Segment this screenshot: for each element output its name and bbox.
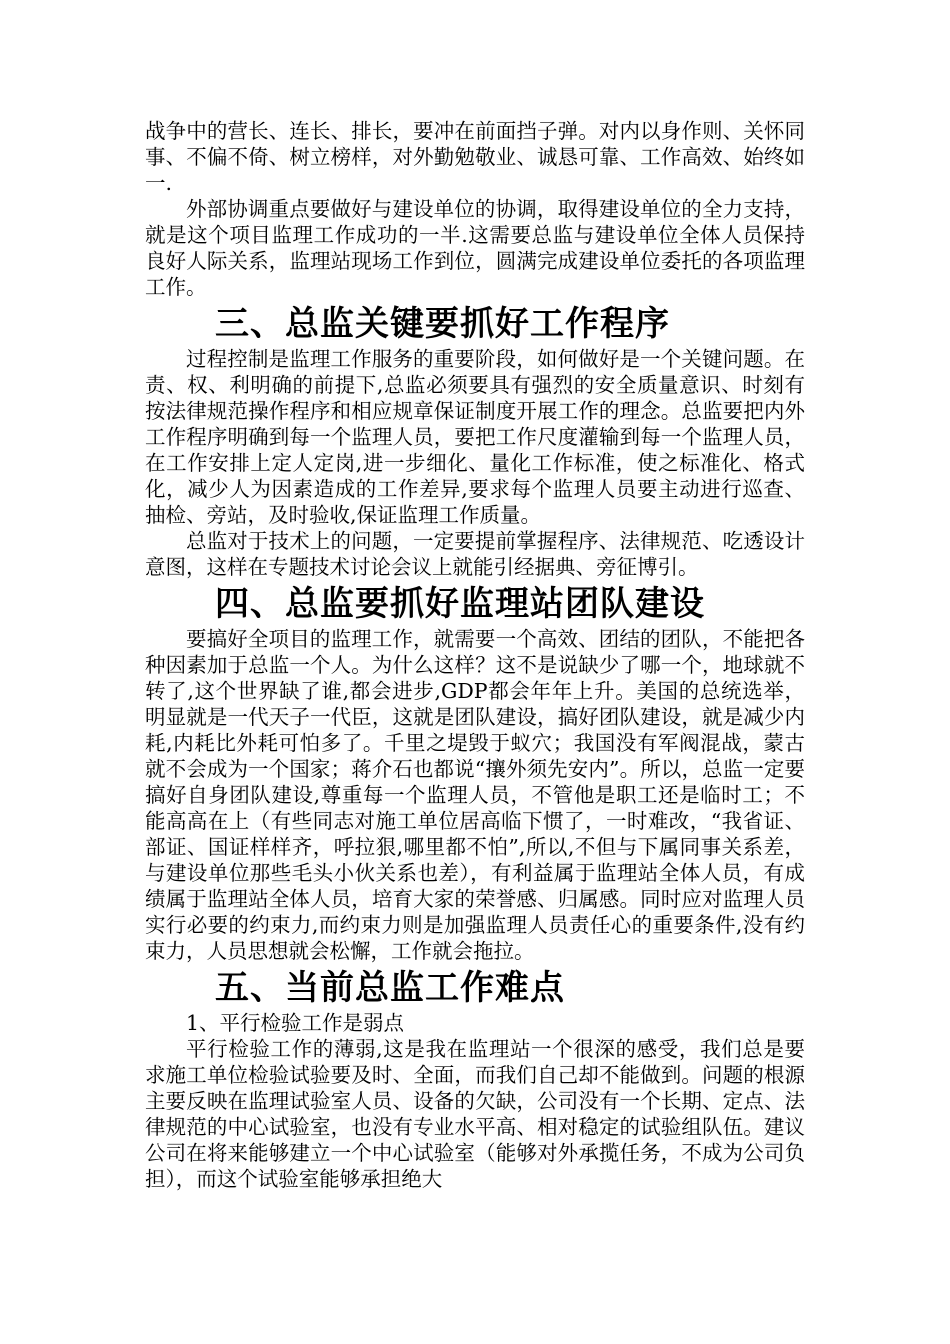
document-page: [145, 118, 805, 1192]
section-heading-4: 四、总监要抓好监理站团队建设: [215, 584, 705, 624]
section-heading-5: 五、当前总监工作难点: [215, 968, 565, 1008]
paragraph-parallel-inspection: 平行检验工作的薄弱,这是我在监理站一个很深的感受，我们总是要求施工单位检验试验要及时、全面，而我们自己却不能做到。问题的根源主要反映在监理试验室人员、设备的欠缺，公司没有一个长期、定点、法律规范的中心试验室，也没有专业水平高、相对稳定的试验组队伍。建议公司在将来能够建立一个中心试验室（能够对外承揽任务，不成为公司负担），而这个试验室能够承担绝大: [145, 1037, 805, 1191]
paragraph-leadership-conduct: 战争中的营长、连长、排长，要冲在前面挡子弹。对内以身作则、关怀同事、不偏不倚、树立榜样，对外勤勉敬业、诚恳可靠、工作高效、始终如一.: [145, 119, 805, 195]
paragraph-external-coordination: 外部协调重点要做好与建设单位的协调，取得建设单位的全力支持，就是这个项目监理工作成功的一半.这需要总监与建设单位全体人员保持良好人际关系，监理站现场工作到位，圆满完成建设单位委托的各项监理工作。: [145, 197, 805, 299]
subheading-parallel-inspection: 1、平行检验工作是弱点: [186, 1011, 405, 1035]
paragraph-process-control: 过程控制是监理工作服务的重要阶段，如何做好是一个关键问题。在责、权、利明确的前提下,总监必须要具有强烈的安全质量意识、时刻有按法律规范操作程序和相应规章保证制度开展工作的理念。总监要把内外工作程序明确到每一个监理人员，要把工作尺度灌输到每一个监理人员，在工作安排上定人定岗,进一步细化、量化工作标准，使之标准化、格式化，减少人为因素造成的工作差异,要求每个监理人员要主动进行巡查、抽检、旁站，及时验收,保证监理工作质量。: [145, 347, 805, 527]
paragraph-team-building: 要搞好全项目的监理工作，就需要一个高效、团结的团队，不能把各种因素加于总监一个人。为什么这样？这不是说缺少了哪一个，地球就不转了,这个世界缺了谁,都会进步,GDP都会年年上升。美国的总统选举，明显就是一代天子一代臣，这就是团队建设，搞好团队建设，就是减少内耗,内耗比外耗可怕多了。千里之堤毁于蚁穴；我国没有军阀混战，蒙古就不会成为一个国家；蒋介石也都说“攘外须先安内”。所以，总监一定要搞好自身团队建设,尊重每一个监理人员，不管他是职工还是临时工；不能高高在上（有些同志对施工单位居高临下惯了，一时难改，“我省证、部证、国证样样齐，呼拉狠,哪里都不怕”,所以,不但与下属同事关系差，与建设单位那些毛头小伙关系也差），有利益属于监理站全体人员，有成绩属于监理站全体人员，培育大家的荣誉感、归属感。同时应对监理人员实行必要的约束力,而约束力则是加强监理人员责任心的重要条件,没有约束力，人员思想就会松懈，工作就会拖拉。: [145, 627, 805, 963]
section-heading-3: 三、总监关键要抓好工作程序: [215, 304, 670, 344]
paragraph-technical-issues: 总监对于技术上的问题，一定要提前掌握程序、法律规范、吃透设计意图，这样在专题技术讨论会议上就能引经据典、旁征博引。: [145, 529, 805, 579]
